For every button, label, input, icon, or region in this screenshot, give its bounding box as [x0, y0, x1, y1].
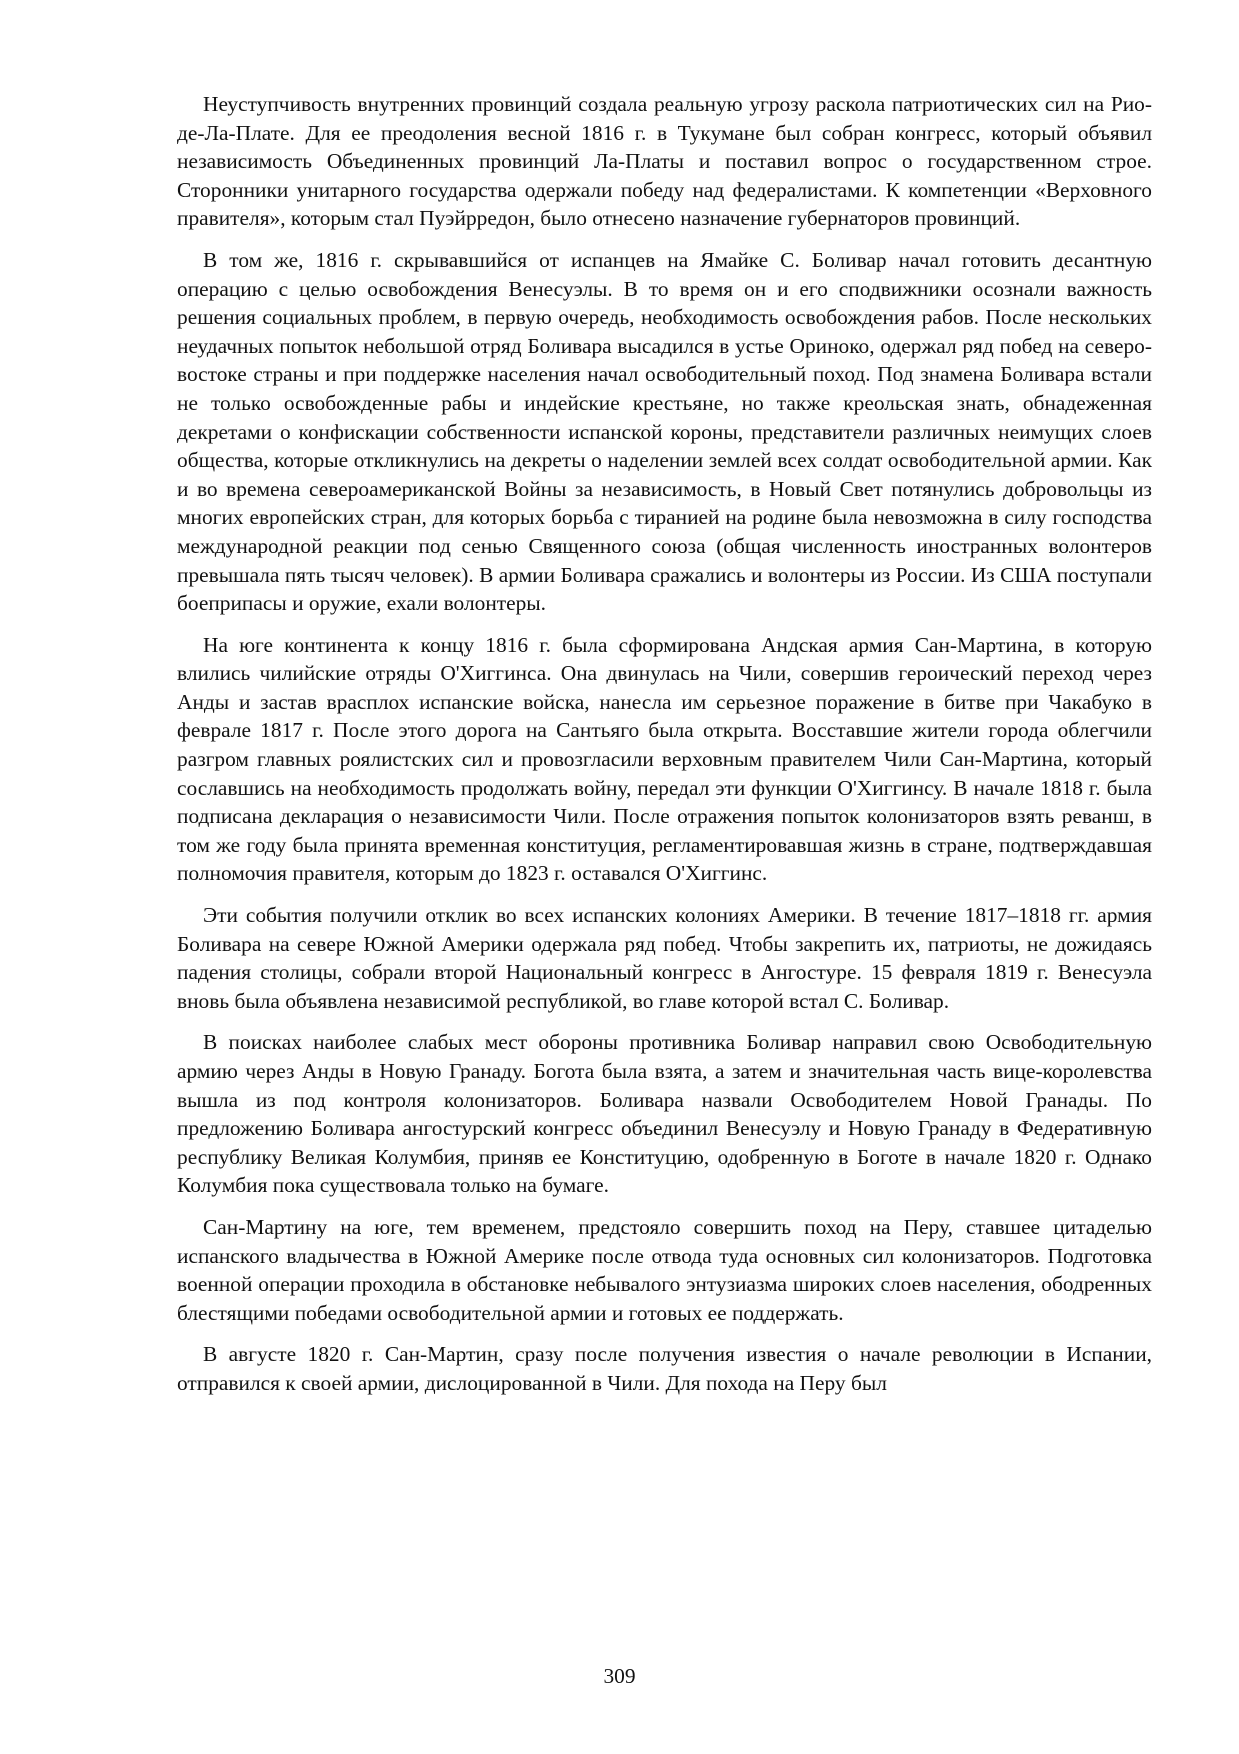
- paragraph-2: В том же, 1816 г. скрывавшийся от испанцев на Ямайке С. Боливар начал готовить десантную операцию с целью освобождения Венесуэлы. В то время он и его сподвижники осознали важность решения социальных проблем, в первую очередь, необходимость освобождения рабов. После нескольких неудачных попыток небольшой отряд Боливара высадился в устье Ориноко, одержал ряд побед на северо-востоке страны и при поддержке населения начал освободительный поход. Под знамена Боливара встали не только освобожденные рабы и индейские крестьяне, но также креольская знать, обнадеженная декретами о конфискации собственности испанской короны, представители различных неимущих слоев общества, которые откликнулись на декреты о наделении землей всех солдат освободительной армии. Как и во времена североамериканской Войны за независимость, в Новый Свет потянулись добровольцы из многих европейских стран, для которых борьба с тиранией на родине была невозможна в силу господства международной реакции под сенью Священного союза (общая численность иностранных волонтеров превышала пять тысяч человек). В армии Боливара сражались и волонтеры из России. Из США поступали боеприпасы и оружие, ехали волонтеры.: [177, 247, 1152, 616]
- paragraph-1: Неуступчивость внутренних провинций создала реальную угрозу раскола патриотических сил на Рио-де-Ла-Плате. Для ее преодоления весной 1816 г. в Тукумане был собран конгресс, который объявил независимость Объединенных провинций Ла-Платы и поставил вопрос о государственном строе. Сторонники унитарного государства одержали победу над федералистами. К компетенции «Верховного правителя», которым стал Пуэйрредон, было отнесено назначение губернаторов провинций.: [177, 92, 1152, 231]
- paragraph-7: В августе 1820 г. Сан-Мартин, сразу после получения известия о начале революции в Испании, отправился к своей армии, дислоцированной в Чили. Для похода на Перу был: [177, 1342, 1152, 1395]
- page-body: [177, 90, 1152, 1411]
- paragraph-6: Сан-Мартину на юге, тем временем, предстояло совершить поход на Перу, ставшее цитаделью испанского владычества в Южной Америке после отвода туда основных сил колонизаторов. Подготовка военной операции проходила в обстановке небывалого энтузиазма широких слоев населения, ободренных блестящими победами освободительной армии и готовых ее поддержать.: [177, 1214, 1152, 1325]
- page-number: 309: [603, 1664, 636, 1688]
- paragraph-4: Эти события получили отклик во всех испанских колониях Америки. В течение 1817–1818 гг. армия Боливара на севере Южной Америки одержала ряд побед. Чтобы закрепить их, патриоты, не дожидаясь падения столицы, собрали второй Национальный конгресс в Ангостуре. 15 февраля 1819 г. Венесуэла вновь была объявлена независимой республикой, во главе которой встал С. Боливар.: [177, 903, 1152, 1013]
- paragraph-5: В поисках наиболее слабых мест обороны противника Боливар направил свою Освободительную армию через Анды в Новую Гранаду. Богота была взята, а затем и значительная часть вице-королевства вышла из под контроля колонизаторов. Боливара назвали Освободителем Новой Гранады. По предложению Боливара ангостурский конгресс объединил Венесуэлу и Новую Гранаду в Федеративную республику Великая Колумбия, приняв ее Конституцию, одобренную в Боготе в начале 1820 г. Однако Колумбия пока существовала только на бумаге.: [177, 1030, 1152, 1198]
- paragraph-3: На юге континента к концу 1816 г. была сформирована Андская армия Сан-Мартина, в которую влились чилийские отряды О'Хиггинса. Она двинулась на Чили, совершив героический переход через Анды и застав врасплох испанские войска, нанесла им серьезное поражение в битве при Чакабуко в феврале 1817 г. После этого дорога на Сантьяго была открыта. Восставшие жители города облегчили разгром главных роялистских сил и провозгласили верховным правителем Чили Сан-Мартина, который сославшись на необходимость продолжать войну, передал эти функции О'Хиггинсу. В начале 1818 г. была подписана декларация о независимости Чили. После отражения попыток колонизаторов взять реванш, в том же году была принята временная конституция, регламентировавшая жизнь в стране, подтверждавшая полномочия правителя, которым до 1823 г. оставался О'Хиггинс.: [177, 632, 1152, 886]
